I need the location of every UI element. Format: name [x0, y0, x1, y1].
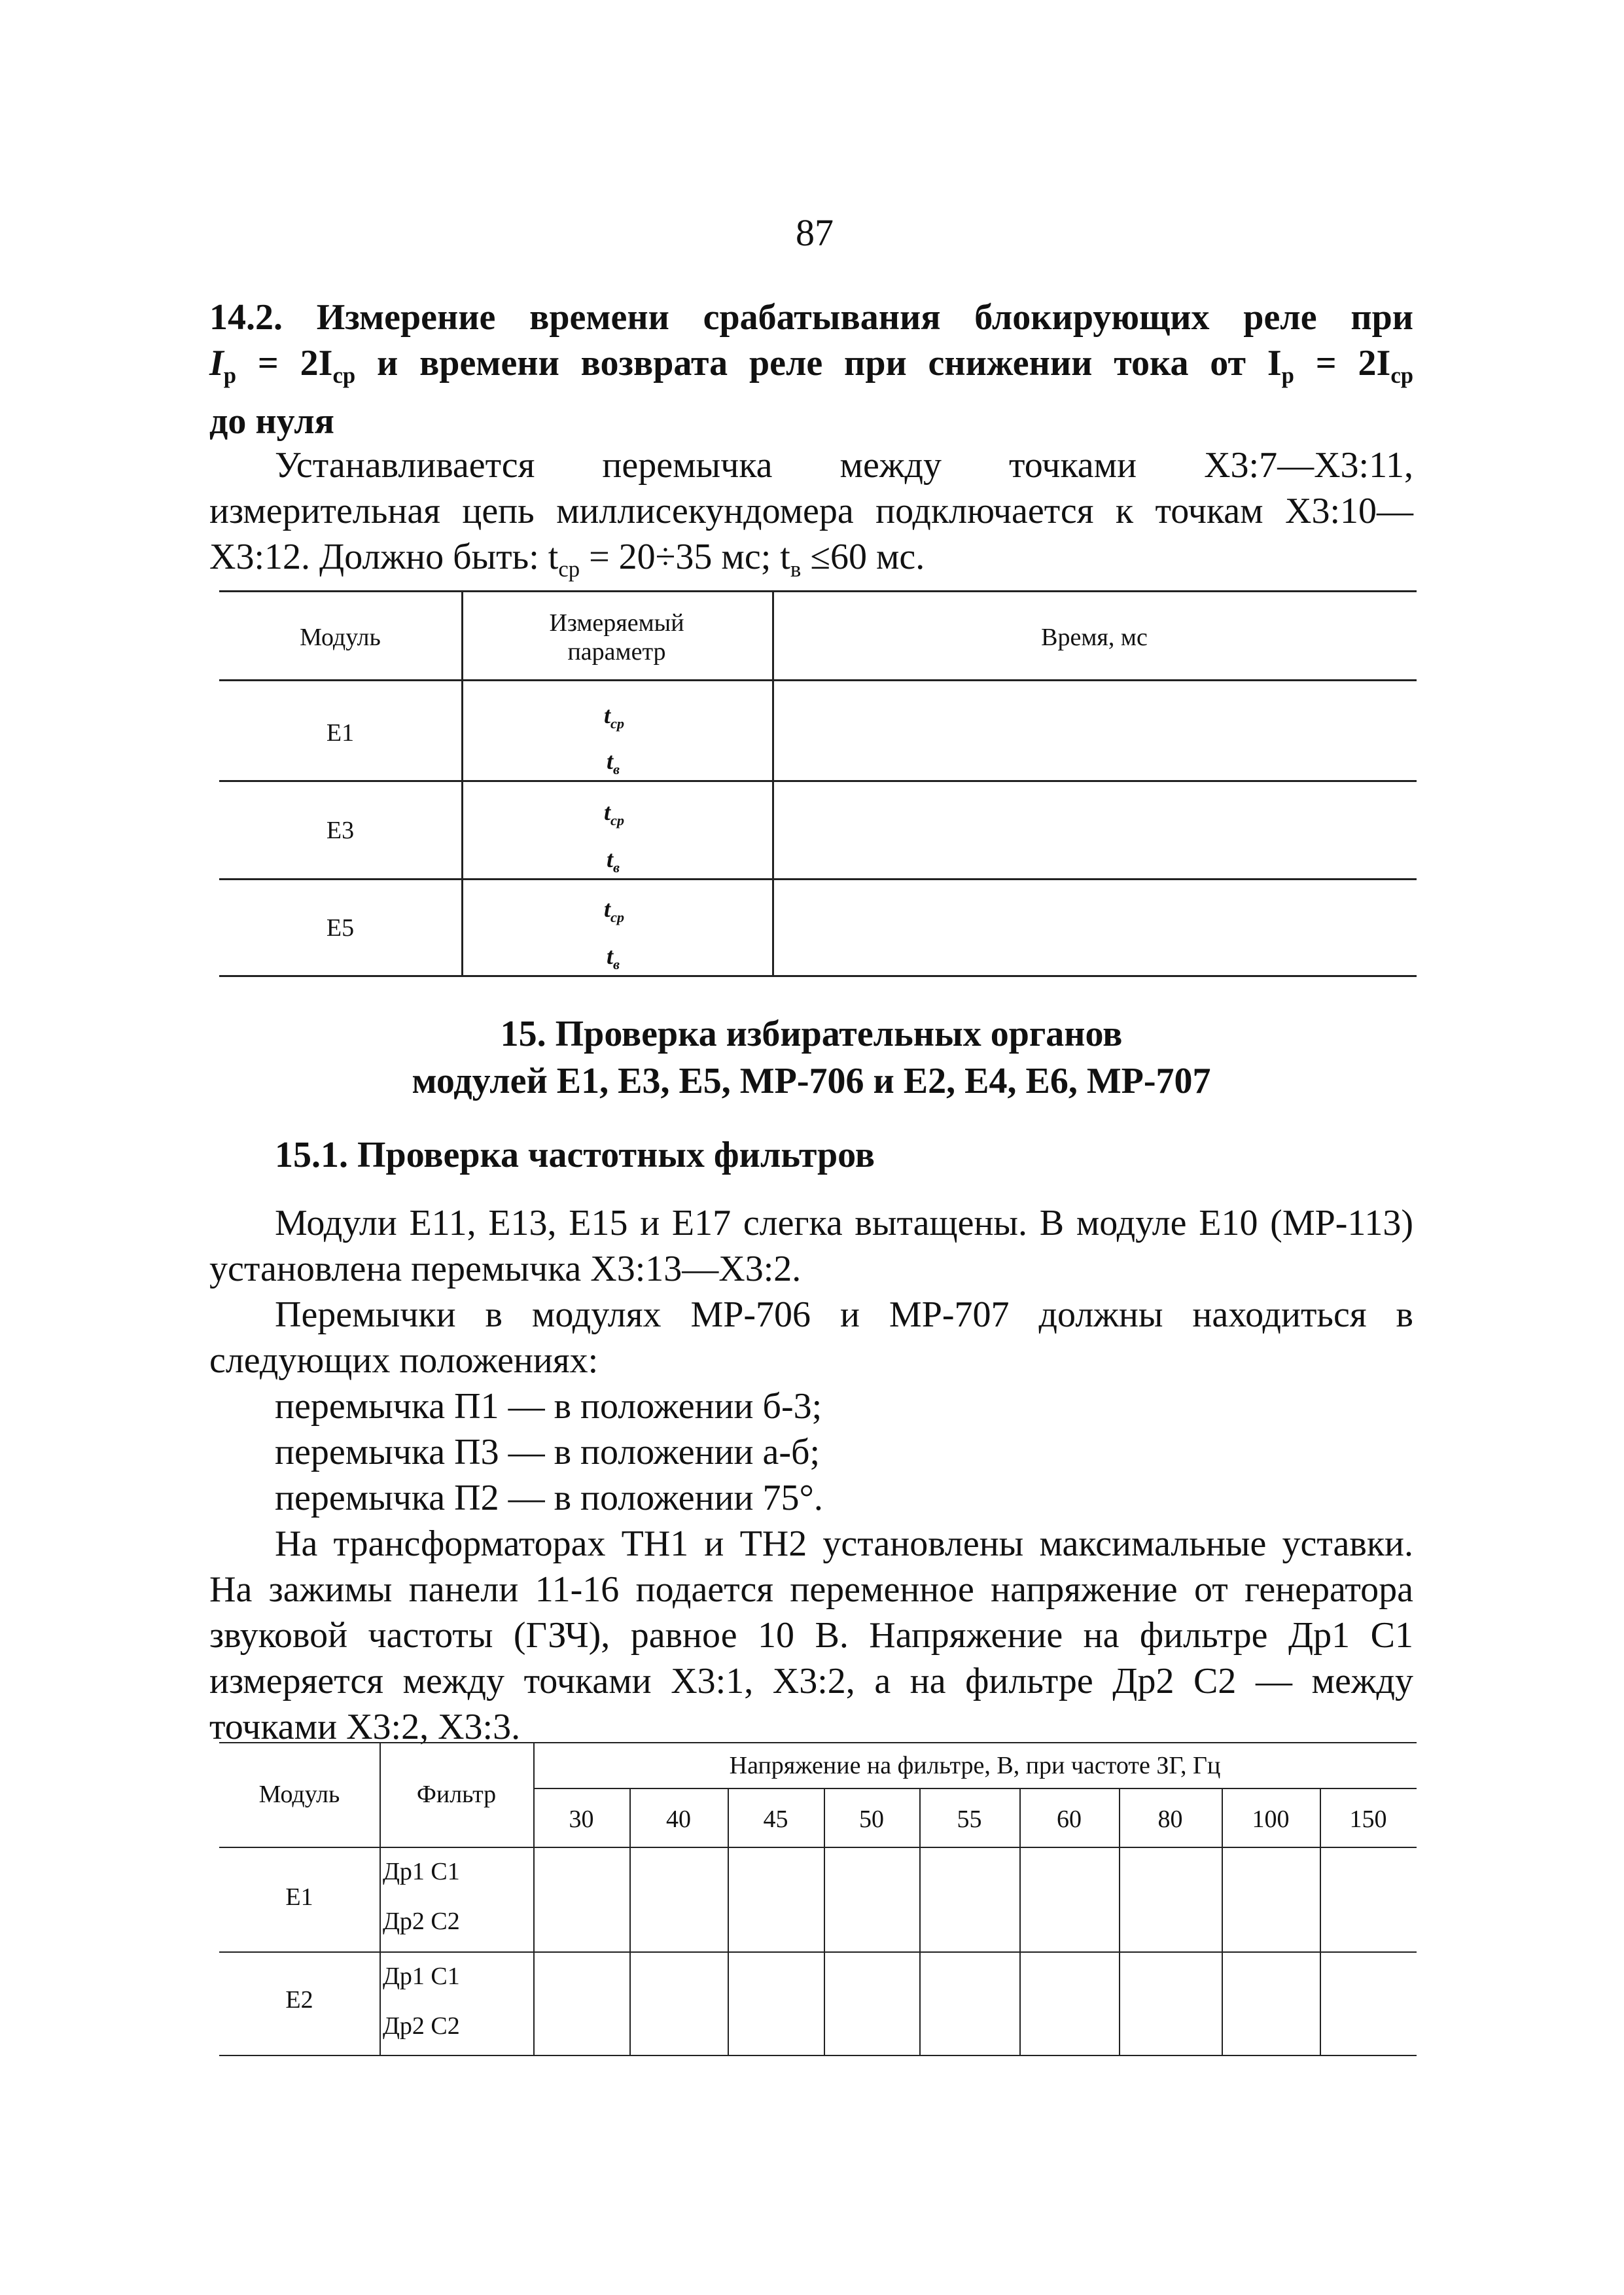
jumper-p2: перемычка П2 — в положении 75°. — [275, 1478, 823, 1518]
param-tcp — [604, 702, 624, 732]
paragraph-14-2-c: ≤60 мс. — [801, 537, 925, 577]
freq-30: 30 — [569, 1806, 594, 1833]
row-filter: Др1 С1 — [383, 1963, 460, 1990]
param-t: t — [604, 896, 611, 922]
freq-55: 55 — [957, 1806, 982, 1833]
heading-line-2 — [209, 340, 1413, 399]
icp-sub: ср — [332, 363, 356, 389]
paragraph-15-3: На трансформаторах ТН1 и ТН2 установлены максимальные уставки. На зажимы панели 11-16 подается переменное напряжение от генератора звуковой частоты (ГЗЧ), равное 10 В. Напряжение на фильтре Др1 С1 измеряется между точками Х3:1, Х3:2, а на фильтре Др2 С2 — между точками Х3:2, Х3:3. — [209, 1523, 1413, 1747]
ir-symbol: I — [209, 343, 224, 383]
freq-100: 100 — [1252, 1806, 1290, 1833]
paragraph-14-2 — [209, 442, 1413, 592]
table-rule — [219, 590, 1417, 592]
jumper-p1: перемычка П1 — в положении б-3; — [275, 1386, 822, 1427]
param-sub: ср — [610, 812, 625, 829]
table-rule — [219, 1847, 1417, 1848]
heading-line-3: до нуля — [209, 401, 334, 442]
paragraph-14-2-a: Устанавливается перемычка между точками Х3:7—Х3:11, измерительная цепь миллисекундомера подключается к точкам Х3:10—Х3:12. Должно быть: t — [209, 445, 1413, 577]
header-time: Время, мс — [1041, 624, 1148, 651]
table-rule — [219, 1742, 1417, 1743]
tcp-sub: ср — [558, 556, 580, 582]
paragraph-15-1: Модули Е11, Е13, Е15 и Е17 слегка вытащены. В модуле Е10 (МР-113) установлена перемычка Х3:13—Х3:2. — [209, 1203, 1413, 1289]
ir-sub: р — [223, 363, 237, 389]
table-rule — [219, 2055, 1417, 2056]
row-filter: Др1 С1 — [383, 1858, 460, 1885]
param-sub: ср — [610, 909, 625, 926]
table-rule — [533, 1788, 1417, 1789]
row-module: Е3 — [326, 817, 355, 844]
row-filter: Др2 С2 — [383, 1908, 460, 1935]
row-module: Е1 — [326, 719, 355, 747]
table-rule — [219, 878, 1417, 880]
table-rule — [219, 1951, 1417, 1953]
freq-50: 50 — [859, 1806, 884, 1833]
table-divider — [533, 1742, 535, 2056]
header-parameter-l1: Измеряемый — [549, 609, 684, 637]
eq-2i: = 2I — [236, 343, 333, 383]
paragraph-15-2: Перемычки в модулях МР-706 и МР-707 должны находиться в следующих положениях: — [209, 1294, 1413, 1381]
filter-voltage-table — [219, 1742, 1417, 2056]
header-parameter — [461, 609, 772, 666]
freq-150: 150 — [1349, 1806, 1387, 1833]
param-t: t — [604, 702, 611, 728]
param-sub: в — [613, 761, 620, 778]
param-tcp — [604, 798, 624, 829]
param-t: t — [607, 748, 614, 774]
param-sub: в — [613, 956, 620, 973]
jumper-p3: перемычка П3 — в положении а-б; — [275, 1432, 821, 1472]
row-filter: Др2 С2 — [383, 2012, 460, 2040]
param-t: t — [607, 846, 614, 872]
section-15-heading-1: 15. Проверка избирательных органов — [500, 1014, 1123, 1054]
freq-60: 60 — [1057, 1806, 1082, 1833]
row-module: Е1 — [285, 1883, 313, 1911]
freq-40: 40 — [666, 1806, 691, 1833]
table-rule — [219, 975, 1417, 977]
timing-table — [219, 590, 1417, 976]
heading-mid: и времени возврата реле при снижении тока от I — [355, 343, 1282, 383]
param-sub: ср — [610, 715, 625, 732]
row-module: Е2 — [285, 1986, 313, 2014]
param-tcp — [604, 895, 624, 926]
table-rule — [219, 679, 1417, 681]
param-tv — [607, 747, 620, 778]
param-tv — [607, 942, 620, 973]
section-14-2-heading — [209, 294, 1413, 444]
section-15-heading-2: модулей Е1, Е3, Е5, МР-706 и Е2, Е4, Е6, МР-707 — [412, 1061, 1211, 1101]
row-module: Е5 — [326, 914, 355, 942]
param-t: t — [607, 943, 614, 969]
header-parameter-l2: параметр — [567, 638, 666, 666]
paragraph-14-2-b: = 20÷35 мс; t — [580, 537, 790, 577]
freq-80: 80 — [1157, 1806, 1183, 1833]
param-t: t — [604, 799, 611, 825]
eq-2i-2: = 2I — [1294, 343, 1391, 383]
param-sub: в — [613, 859, 620, 876]
section-15-1-heading: 15.1. Проверка частотных фильтров — [275, 1135, 875, 1175]
tv-sub: в — [790, 556, 802, 582]
header-module: Модуль — [258, 1781, 340, 1808]
page-number: 87 — [796, 211, 834, 254]
freq-45: 45 — [763, 1806, 788, 1833]
ir-sub-2: р — [1281, 363, 1294, 389]
header-module: Модуль — [300, 624, 381, 651]
icp-sub-2: ср — [1390, 363, 1414, 389]
header-voltage: Напряжение на фильтре, В, при частоте ЗГ, Гц — [729, 1752, 1221, 1779]
param-tv — [607, 845, 620, 876]
header-filter: Фильтр — [416, 1781, 497, 1808]
table-rule — [219, 780, 1417, 782]
heading-line-1: 14.2. Измерение времени срабатывания блокирующих реле при — [209, 297, 1413, 338]
